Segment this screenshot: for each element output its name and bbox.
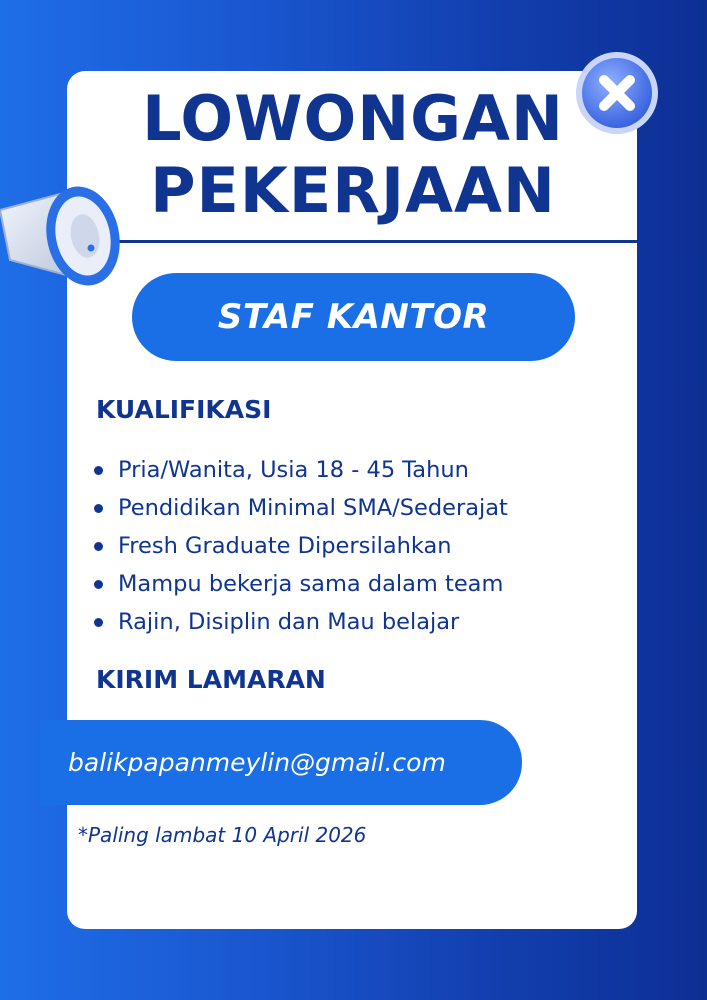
position-banner: [132, 273, 575, 361]
list-item: Fresh Graduate Dipersilahkan: [92, 531, 508, 569]
poster-title-line1: LOWONGAN: [142, 82, 564, 155]
title-divider: [67, 240, 637, 243]
list-item: Pendidikan Minimal SMA/Sederajat: [92, 493, 508, 531]
poster-title-line2: PEKERJAAN: [150, 154, 556, 227]
email-banner: [40, 720, 522, 805]
list-item: Rajin, Disiplin dan Mau belajar: [92, 607, 508, 645]
deadline-note: *Paling lambat 10 April 2026: [78, 823, 367, 847]
list-item: Mampu bekerja sama dalam team: [92, 569, 508, 607]
qualifications-list: [92, 455, 508, 645]
list-item: Pria/Wanita, Usia 18 - 45 Tahun: [92, 455, 508, 493]
close-icon[interactable]: [574, 50, 660, 136]
megaphone-icon: [0, 170, 135, 310]
qualifications-heading: KUALIFIKASI: [96, 395, 272, 424]
position-label: STAF KANTOR: [217, 297, 490, 337]
apply-heading: KIRIM LAMARAN: [96, 665, 326, 694]
email-address[interactable]: balikpapanmeylin@gmail.com: [68, 748, 446, 777]
